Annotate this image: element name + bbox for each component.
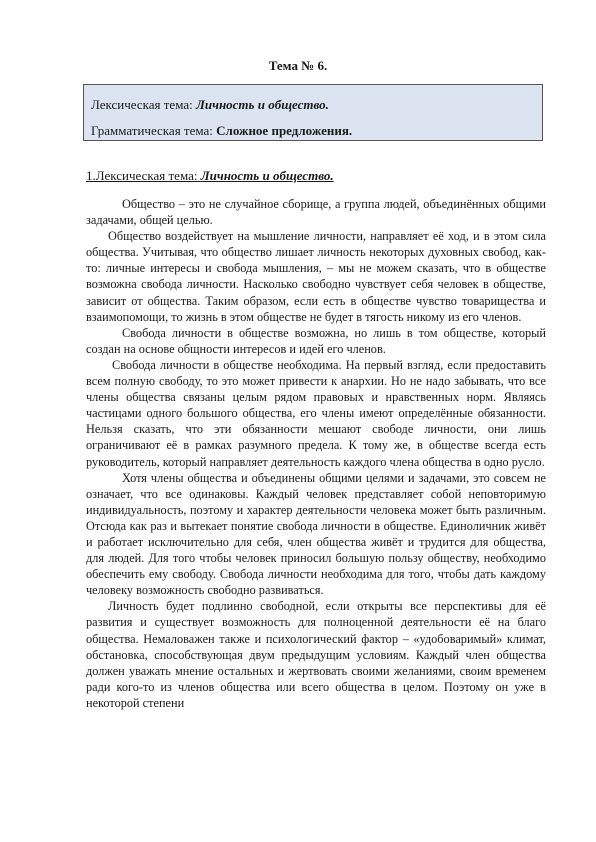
section-heading-value: Личность и общество. xyxy=(200,168,334,183)
paragraph: Общество воздействует на мышление личности, направляет её ход, и в этом сила общества. Учитывая, что общество лишает личность некоторых духовных свобод, как-то: личные интересы и свобода мышления, – мы не можем сказать, что в обществе возможна свобода личности. Насколько свободно чувствует себя человек в обществе, зависит от общества. Таким образом, если есть в обществе чувство товарищества и взаимопомощи, то жизнь в этом обществе не будет в тягость никому из его членов. xyxy=(86,229,546,324)
section-heading xyxy=(86,168,334,184)
grammar-topic-line xyxy=(91,118,534,144)
paragraph: Общество – это не случайное сборище, а группа людей, объединённых общими задачами, общей целью. xyxy=(86,197,546,228)
paragraph: Хотя члены общества и объединены общими целями и задачами, это совсем не означает, что все одинаковы. Каждый человек представляет собой неповторимую индивидуальность, поэтому и характер деятельности человека может быть различным. Отсюда как раз и вытекает понятие свобода личности в обществе. Единоличник живёт и работает исключительно для себя, член общества живёт и трудится для общества, для людей. Для того чтобы человек приносил большую пользу обществу, необходимо обеспечить ему свободу. Свобода личности необходима для того, чтобы дать каждому человеку возможность свободно развиваться. xyxy=(86,470,546,598)
section-heading-label: 1.Лексическая тема: xyxy=(86,168,201,183)
body-text xyxy=(86,196,546,711)
paragraph: Свобода личности в обществе возможна, но лишь в том обществе, который создан на основе общности интересов и идей его членов. xyxy=(86,325,546,356)
paragraph: Свобода личности в обществе необходима. На первый взгляд, если предоставить всем полную свободу, то это может привести к анархии. Но не надо забывать, что все члены общества связаны целым рядом правовых и нравственных норм. Являясь частицами одного большого общества, его члены имеют определённые обязанности. Нельзя сказать, что эти обязанности мешают свободе личности, они лишь ограничивают её в рамках разумного предела. К тому же, в обществе всегда есть руководитель, который направляет деятельность каждого члена общества в одно русло. xyxy=(86,357,546,469)
topics-box xyxy=(83,84,543,141)
lexical-topic-label: Лексическая тема: xyxy=(91,97,196,112)
grammar-topic-value: Сложное предложения. xyxy=(216,123,353,138)
paragraph: Личность будет подлинно свободной, если открыты все перспективы для её развития и существует возможность для полноценной деятельности её на благо общества. Немаловажен также и психологический фактор – «удобоваримый» климат, обстановка, способствующая двум предыдущим условиям. Каждый член общества должен уважать мнение остальных и жертвовать своими желаниями, своим временем ради кого-то из членов общества или всего общества в целом. Поэтому он уже в некоторой степени xyxy=(86,599,546,710)
lexical-topic-line xyxy=(91,92,534,118)
grammar-topic-label: Грамматическая тема: xyxy=(91,123,217,138)
page-title: Тема № 6. xyxy=(268,58,328,73)
lexical-topic-value: Личность и общество. xyxy=(195,97,329,112)
